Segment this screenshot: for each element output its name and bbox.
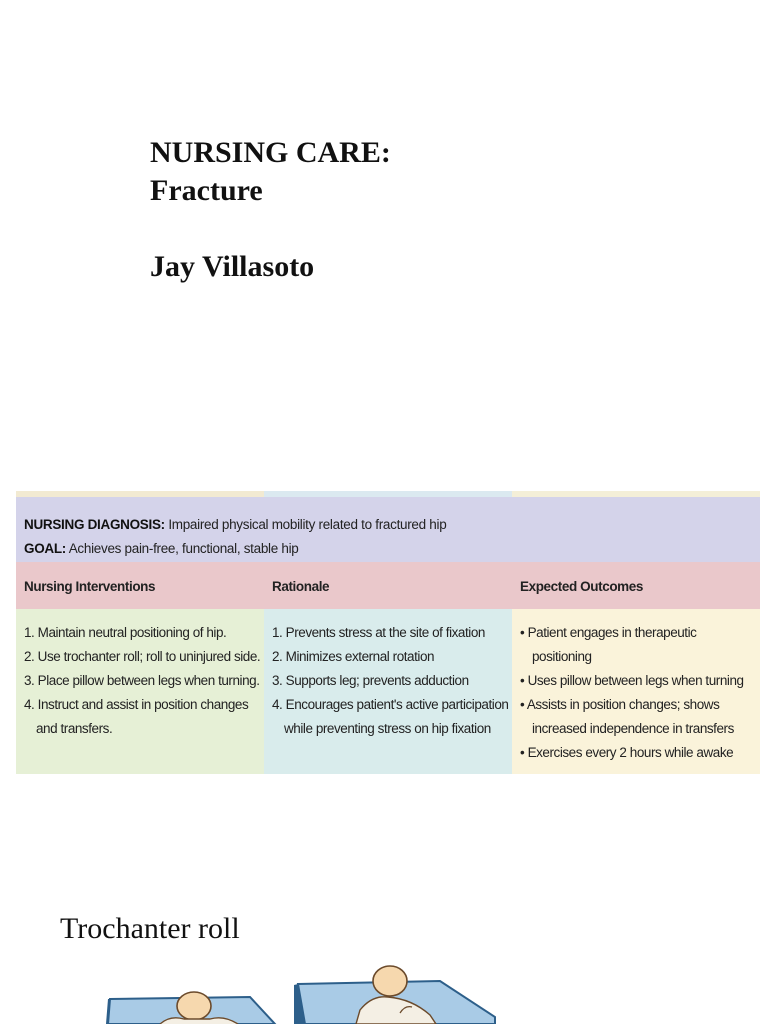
- patient-head-right: [373, 966, 407, 996]
- patient-head-left: [177, 992, 211, 1020]
- diagnosis-label: NURSING DIAGNOSIS:: [24, 517, 165, 532]
- title-block: [150, 134, 391, 286]
- trochanter-roll-caption: Trochanter roll: [60, 912, 240, 945]
- trochanter-roll-illustration: [100, 955, 520, 1024]
- header-band: [16, 562, 760, 609]
- interventions-column: [16, 609, 264, 774]
- table-body: [16, 609, 760, 774]
- author-name: Jay Villasoto: [150, 250, 315, 283]
- intervention-item: 3. Place pillow between legs when turning.: [24, 673, 260, 688]
- outcomes-column: [512, 609, 760, 774]
- rationale-column: [264, 609, 512, 774]
- goal-line: [24, 537, 760, 561]
- header-rationale: Rationale: [272, 579, 330, 594]
- title-line-1: NURSING CARE:: [150, 136, 391, 169]
- diagnosis-line: [24, 513, 760, 537]
- outcome-item: • Assists in position changes; shows: [520, 697, 720, 712]
- rationale-item: 3. Supports leg; prevents adduction: [272, 673, 469, 688]
- nursing-care-plan-table: [16, 491, 760, 774]
- intervention-item: 1. Maintain neutral positioning of hip.: [24, 625, 227, 640]
- header-interventions: Nursing Interventions: [24, 579, 156, 594]
- goal-label: GOAL:: [24, 541, 66, 556]
- outcome-item: • Uses pillow between legs when turning: [520, 673, 744, 688]
- outcome-item: • Patient engages in therapeutic: [520, 625, 697, 640]
- outcome-item: • Exercises every 2 hours while awake: [520, 745, 734, 760]
- outcome-item: positioning: [532, 649, 592, 664]
- intervention-item: 4. Instruct and assist in position changes: [24, 697, 249, 712]
- header-outcomes: Expected Outcomes: [520, 579, 643, 594]
- rationale-item: 1. Prevents stress at the site of fixation: [272, 625, 485, 640]
- goal-text: Achieves pain-free, functional, stable hip: [68, 541, 299, 556]
- rationale-item: 2. Minimizes external rotation: [272, 649, 435, 664]
- diagnosis-band: [16, 497, 760, 562]
- outcome-item: increased independence in transfers: [532, 721, 734, 736]
- rationale-item: 4. Encourages patient's active participation: [272, 697, 509, 712]
- intervention-item: and transfers.: [36, 721, 113, 736]
- diagnosis-text: Impaired physical mobility related to fractured hip: [168, 517, 447, 532]
- title-line-2: Fracture: [150, 174, 263, 207]
- intervention-item: 2. Use trochanter roll; roll to uninjured side.: [24, 649, 261, 664]
- rationale-item: while preventing stress on hip fixation: [284, 721, 491, 736]
